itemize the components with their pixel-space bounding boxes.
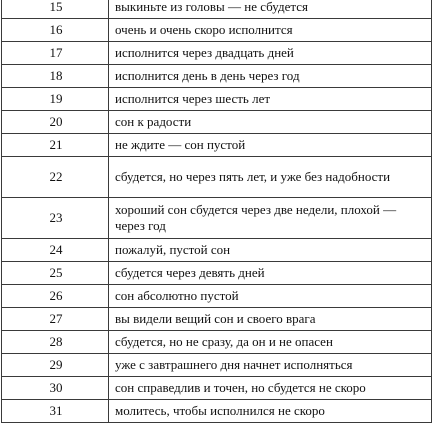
day-number-cell: 25: [2, 262, 109, 285]
table-row: [2, 111, 432, 134]
day-number-cell: 18: [2, 65, 109, 88]
day-number-cell: 15: [2, 0, 109, 19]
table-row: [2, 88, 432, 111]
table-row: [2, 42, 432, 65]
day-number-cell: 19: [2, 88, 109, 111]
dream-meaning-cell: исполнится через шесть лет: [109, 88, 432, 111]
dream-meaning-cell: сбудется через девять дней: [109, 262, 432, 285]
day-number-cell: 20: [2, 111, 109, 134]
day-number-cell: 16: [2, 19, 109, 42]
day-number-cell: 31: [2, 400, 109, 423]
table-row: [2, 134, 432, 157]
day-number-cell: 23: [2, 198, 109, 239]
table-row: [2, 0, 432, 19]
dream-meaning-cell: хороший сон сбудется через две недели, плохой — через год: [109, 198, 432, 239]
dream-meaning-cell: не ждите — сон пустой: [109, 134, 432, 157]
table-row: [2, 157, 432, 198]
table-row: [2, 354, 432, 377]
table-row: [2, 308, 432, 331]
table-row: [2, 377, 432, 400]
day-number-cell: 22: [2, 157, 109, 198]
table-row: [2, 19, 432, 42]
table-row: [2, 239, 432, 262]
day-number-cell: 24: [2, 239, 109, 262]
table-row: [2, 198, 432, 239]
table-row: [2, 285, 432, 308]
dream-meaning-cell: сбудется, но через пять лет, и уже без надобности: [109, 157, 432, 198]
dream-meaning-cell: сбудется, но не сразу, да он и не опасен: [109, 331, 432, 354]
table-row: [2, 331, 432, 354]
dream-meaning-cell: очень и очень скоро исполнится: [109, 19, 432, 42]
day-number-cell: 26: [2, 285, 109, 308]
dream-meaning-cell: выкиньте из головы — не сбудется: [109, 0, 432, 19]
day-number-cell: 27: [2, 308, 109, 331]
dream-meaning-cell: исполнится через двадцать дней: [109, 42, 432, 65]
dream-meaning-cell: сон к радости: [109, 111, 432, 134]
dream-meaning-cell: пожалуй, пустой сон: [109, 239, 432, 262]
dream-meaning-cell: сон абсолютно пустой: [109, 285, 432, 308]
dream-meaning-table-body: [2, 0, 432, 423]
day-number-cell: 28: [2, 331, 109, 354]
day-number-cell: 21: [2, 134, 109, 157]
dream-meaning-cell: вы видели вещий сон и своего врага: [109, 308, 432, 331]
day-number-cell: 30: [2, 377, 109, 400]
table-row: [2, 400, 432, 423]
table-row: [2, 65, 432, 88]
dream-meaning-cell: молитесь, чтобы исполнился не скоро: [109, 400, 432, 423]
dream-meaning-cell: уже с завтрашнего дня начнет исполняться: [109, 354, 432, 377]
dream-meaning-cell: исполнится день в день через год: [109, 65, 432, 88]
day-number-cell: 17: [2, 42, 109, 65]
dream-meaning-cell: сон справедлив и точен, но сбудется не скоро: [109, 377, 432, 400]
day-number-cell: 29: [2, 354, 109, 377]
table-row: [2, 262, 432, 285]
dream-meaning-table: [1, 0, 432, 423]
